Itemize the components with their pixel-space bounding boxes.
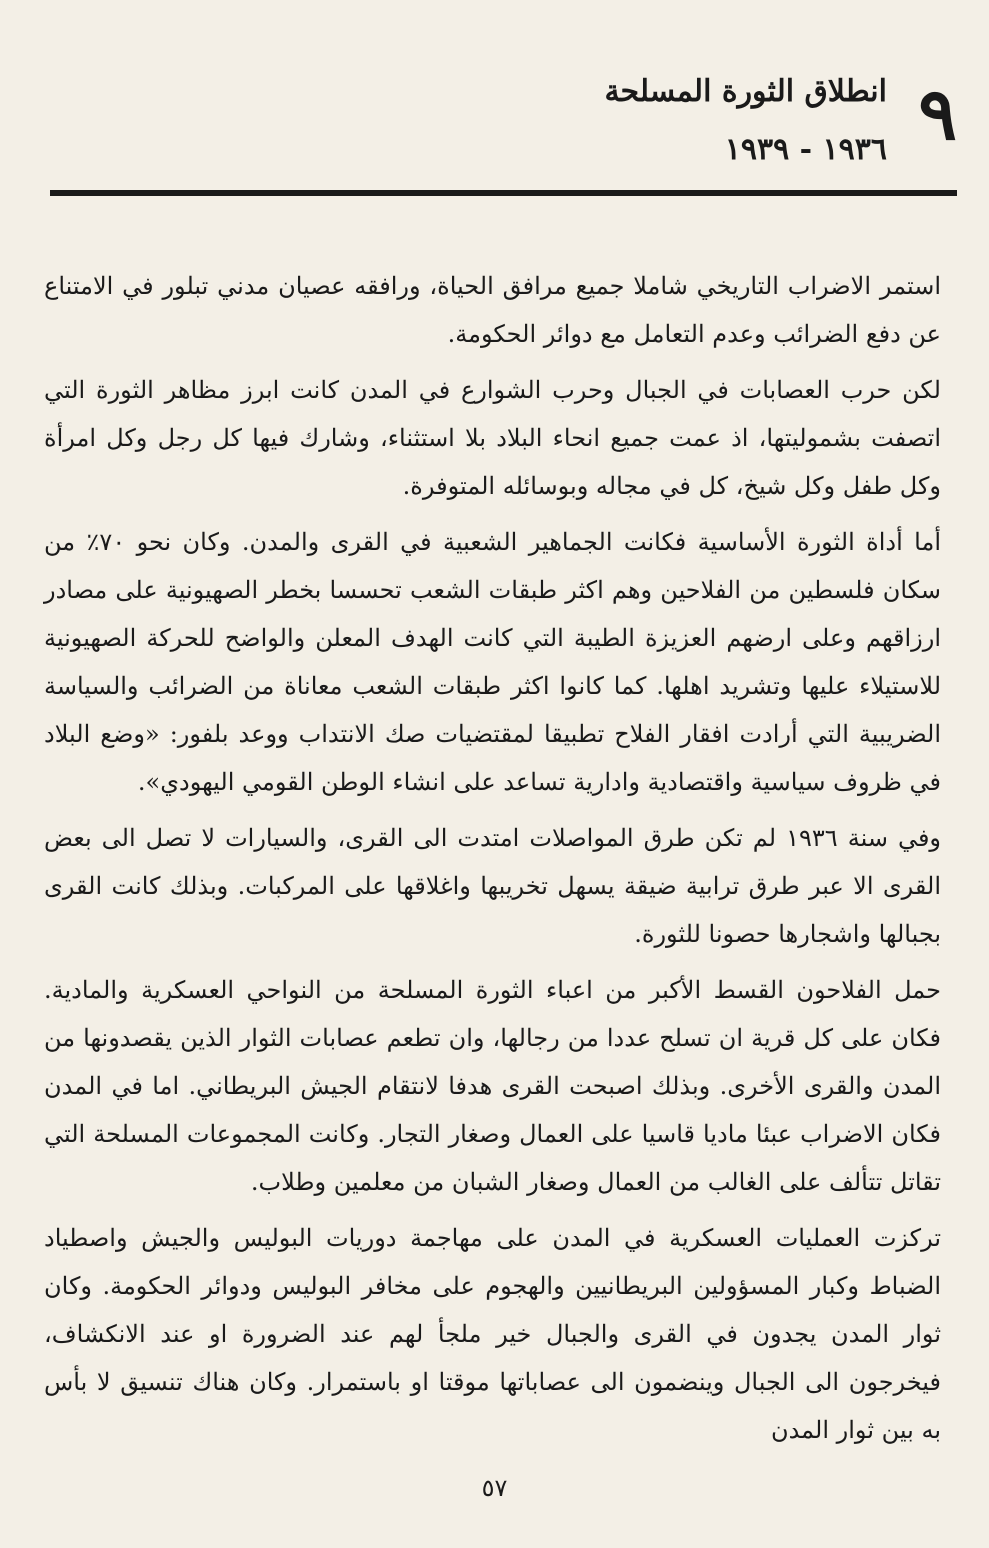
- paragraph: أما أداة الثورة الأساسية فكانت الجماهير الشعبية في القرى والمدن. وكان نحو ٧٠٪ من سكان فلسطين من الفلاحين وهم اكثر طبقات الشعب تحسسا بخطر الصهيونية على مصادر ارزاقهم وعلى ارضهم العزيزة الطيبة التي كانت الهدف المعلن والواضح للحركة الصهيونية للاستيلاء عليها وتشريد اهلها. كما كانوا اكثر طبقات الشعب معاناة من الضرائب والسياسة الضريبية التي أرادت افقار الفلاح تطبيقا لمقتضيات صك الانتداب ووعد بلفور: «وضع البلاد في ظروف سياسية واقتصادية وادارية تساعد على انشاء الوطن القومي اليهودي».: [44, 528, 941, 796]
- paragraph: حمل الفلاحون القسط الأكبر من اعباء الثورة المسلحة من النواحي العسكرية والمادية. فكان على كل قرية ان تسلح عددا من رجالها، وان تطعم عصابات الثوار الذين يقصدونها من المدن والقرى الأخرى. وبذلك اصبحت القرى هدفا لانتقام الجيش البريطاني. اما في المدن فكان الاضراب عبئا ماديا قاسيا على العمال وصغار التجار. وكانت المجموعات المسلحة التي تقاتل تتألف على الغالب من العمال وصغار الشبان من معلمين وطلاب.: [44, 976, 941, 1196]
- chapter-title: انطلاق الثورة المسلحة: [604, 74, 887, 109]
- paragraph: استمر الاضراب التاريخي شاملا جميع مرافق الحياة، ورافقه عصيان مدني تبلور في الامتناع عن دفع الضرائب وعدم التعامل مع دوائر الحكومة.: [44, 272, 941, 348]
- paragraph: لكن حرب العصابات في الجبال وحرب الشوارع في المدن كانت ابرز مظاهر الثورة التي اتصفت بشموليتها، اذ عمت جميع انحاء البلاد بلا استثناء، وشارك فيها كل رجل وكل امرأة وكل طفل وكل شيخ، كل في مجاله وبوسائله المتوفرة.: [44, 376, 942, 500]
- body-text: [44, 262, 941, 1462]
- chapter-years: ١٩٣٦ - ١٩٣٩: [724, 132, 887, 167]
- paragraph: تركزت العمليات العسكرية في المدن على مهاجمة دوريات البوليس والجيش واصطياد الضباط وكبار المسؤولين البريطانيين والهجوم على مخافر البوليس ودوائر الحكومة. وكان ثوار المدن يجدون في القرى والجبال خير ملجأ لهم عند الضرورة او عند الانكشاف، فيخرجون الى الجبال وينضمون الى عصاباتها موقتا او باستمرار. وكان هناك تنسيق لا بأس به بين ثوار المدن: [44, 1224, 941, 1444]
- paragraph: وفي سنة ١٩٣٦ لم تكن طرق المواصلات امتدت الى القرى، والسيارات لا تصل الى بعض القرى الا عبر طرق ترابية ضيقة يسهل تخريبها واغلاقها على المركبات. وبذلك كانت القرى بجبالها واشجارها حصونا للثورة.: [44, 824, 942, 948]
- chapter-header: [50, 70, 957, 210]
- chapter-number: ٩: [918, 71, 957, 156]
- header-rule: [50, 190, 957, 196]
- page-number: ٥٧: [481, 1474, 508, 1502]
